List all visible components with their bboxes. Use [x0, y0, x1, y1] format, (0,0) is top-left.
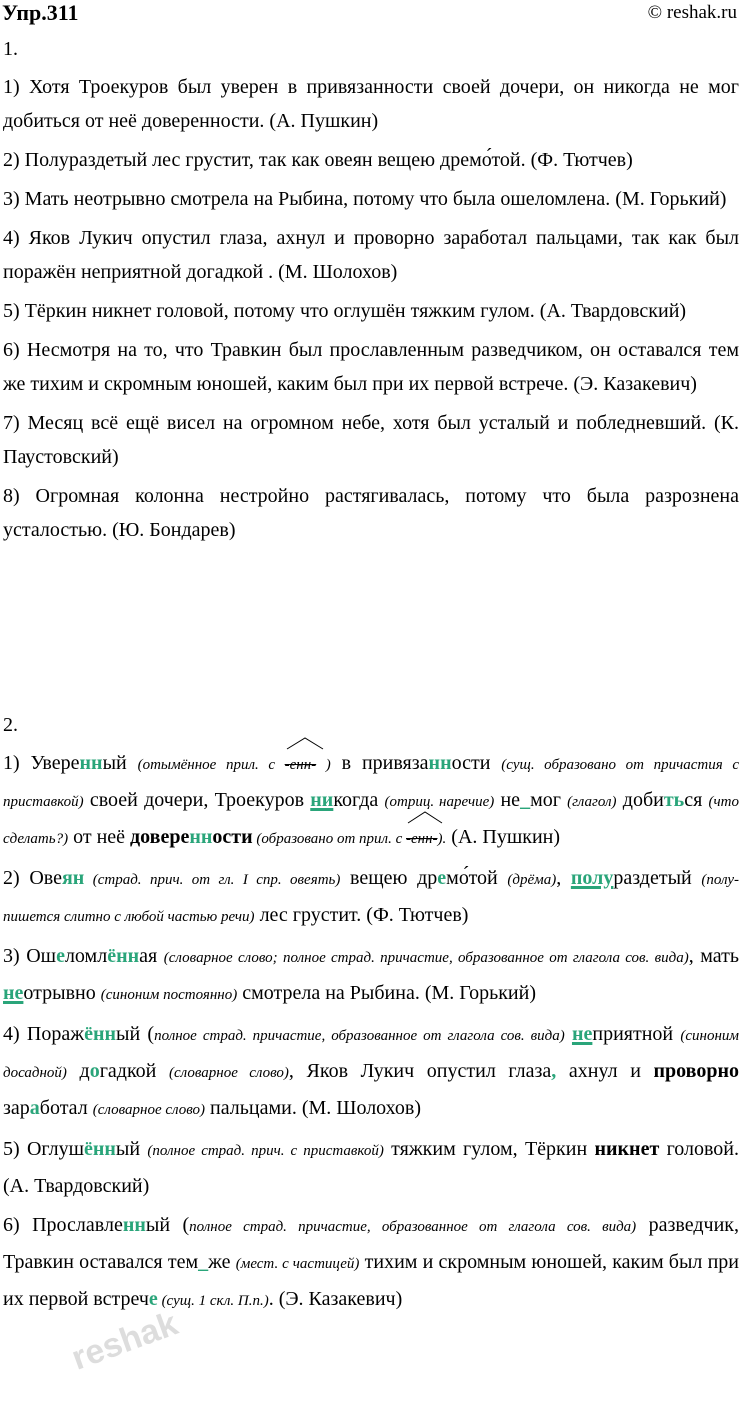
text: зар [3, 1097, 30, 1119]
text: не [494, 789, 521, 811]
note: (отриц. наречие) [384, 794, 495, 810]
text: ботал [39, 1097, 93, 1119]
analysis-5 [3, 1132, 739, 1204]
suffix-mark [406, 822, 438, 857]
suffix-roof-icon [285, 736, 325, 750]
orthogram: _ [198, 1251, 209, 1273]
bold-word: довере [130, 826, 190, 848]
text: ахнул и [556, 1060, 654, 1082]
text: тяжким гулом, Тёркин [383, 1138, 595, 1160]
orthogram: полу [570, 867, 614, 889]
text: тихим и скромным юношей, каким был при их первой встреч [3, 1251, 740, 1310]
orthogram: не [571, 1023, 593, 1045]
orthogram: не [3, 982, 24, 1004]
suffix-mark [285, 748, 317, 783]
text: гадкой [99, 1060, 169, 1082]
text: же [208, 1251, 236, 1273]
note: (сущ. 1 скл. П.п.) [157, 1293, 269, 1309]
orthogram: нн [79, 752, 103, 774]
text: раздетый [613, 867, 702, 889]
text: , [556, 867, 571, 889]
orthogram: нн [122, 1214, 146, 1236]
orthogram: ённ [84, 1023, 116, 1045]
orthogram: е [56, 945, 65, 967]
text: 1) Увере [3, 752, 80, 774]
orthogram-comma: , [551, 1060, 557, 1082]
text: , Яков Лукич опустил глаза [288, 1060, 552, 1082]
note: (мест. с частицей) [235, 1256, 360, 1272]
note: (словарное слово) [168, 1065, 289, 1081]
text: когда [333, 789, 385, 811]
sentence-4: 4) Яков Лукич опустил глаза, ахнул и проворно заработал пальцами, так как был поражён неприятной догадкой . (М. Шолохов) [3, 227, 739, 283]
text: ая [139, 945, 164, 967]
sentence-3: 3) Мать неотрывно смотрела на Рыбина, потому что была ошеломлена. (М. Горький) [3, 188, 727, 210]
note: (дрёма) [507, 872, 557, 888]
orthogram: е [148, 1288, 158, 1310]
analysis-3 [3, 939, 739, 1013]
text: ый [102, 752, 138, 774]
text: (А. Пушкин) [446, 826, 561, 848]
sentence-1: 1) Хотя Троекуров был уверен в привязанности своей дочери, он никогда не мог добиться от неё доверенности. (А. Пушкин) [3, 76, 739, 132]
orthogram: ённ [83, 1138, 116, 1160]
analysis-2 [3, 861, 739, 935]
note: полное страд. причастие, образованное от глагола сов. вида) [189, 1219, 637, 1235]
site-credit: © reshak.ru [647, 2, 737, 23]
text: . (Э. Казакевич) [268, 1288, 403, 1310]
note: (страд. прич. от гл. I спр. овеять) [84, 872, 341, 888]
note: (синоним постоянно) [100, 987, 238, 1003]
exercise-title: Упр.311 [2, 0, 79, 25]
orthogram: ни [310, 789, 334, 811]
text [565, 1023, 572, 1045]
text: той [468, 867, 508, 889]
text: вещею др [340, 867, 438, 889]
analysis-6 [3, 1208, 739, 1319]
section-2-number: 2. [3, 714, 18, 736]
note: (что сделать?) [3, 794, 740, 847]
text: 5) Оглуш [3, 1138, 84, 1160]
suffix: -енн- [284, 757, 317, 773]
text: своей дочери, Троекуров [83, 789, 311, 811]
text: от неё [68, 826, 131, 848]
text: 3) Ош [3, 945, 57, 967]
text: , мать [688, 945, 739, 967]
orthogram: нн [428, 752, 452, 774]
text: смотрела на Рыбина. (М. Горький) [237, 982, 536, 1004]
sentence-5: 5) Тёркин никнет головой, потому что оглушён тяжким гулом. (А. Твардовский) [3, 300, 687, 322]
note [138, 757, 331, 773]
analysis-4 [3, 1017, 739, 1128]
text: разведчик, Травкин оставался тем [3, 1214, 739, 1273]
text: доби [616, 789, 664, 811]
note: (сущ. образовано от причастия с приставкой) [3, 757, 739, 810]
note [253, 831, 447, 847]
text: лес грустит. (Ф. Тютчев) [254, 904, 469, 926]
text: пальцами. (М. Шолохов) [205, 1097, 422, 1119]
text: д [66, 1060, 90, 1082]
orthogram: ть [663, 789, 685, 811]
note: (словарное слово; полное страд. причастие, образованное от глагола сов. вида) [163, 950, 689, 966]
orthogram: о [89, 1060, 100, 1082]
note: полное страд. причастие, образованное от глагола сов. вида) [154, 1028, 565, 1044]
analysis-1 [3, 746, 739, 857]
section-1 [3, 36, 739, 552]
text: ый ( [116, 1023, 155, 1045]
text: мог [530, 789, 568, 811]
suffix-roof-icon [406, 810, 444, 824]
bold-word: ости [212, 826, 253, 848]
orthogram: _ [520, 789, 531, 811]
watermark: reshak [66, 1304, 183, 1378]
bold-word: никнет [594, 1138, 660, 1160]
suffix: -енн- [406, 831, 438, 847]
text: отрывно [23, 982, 101, 1004]
orthogram: ённ [107, 945, 140, 967]
text: ся [684, 789, 709, 811]
note-text: ). [437, 831, 447, 847]
sentence-7: 7) Месяц всё ещё висел на огромном небе, хотя был усталый и побледневший. (К. Паустовский) [3, 412, 739, 468]
note-text: (отымённое прил. с [137, 757, 285, 773]
sentence-8: 8) Огромная колонна нестройно растягивалась, потому что была разрознена усталостью. (Ю. Бондарев) [3, 485, 739, 541]
note: (словарное слово) [92, 1102, 206, 1118]
note: (синоним досадной) [3, 1028, 739, 1081]
text: 4) Пораж [3, 1023, 85, 1045]
text: ломл [64, 945, 108, 967]
note-text: (образовано от прил. с [252, 831, 406, 847]
orthogram: нн [189, 826, 213, 848]
text: 6) Прославле [3, 1214, 123, 1236]
note: (полу- пишется слитно с любой частью речи) [3, 872, 739, 925]
text: ый ( [145, 1214, 190, 1236]
sentence-2: 2) Полураздетый лес грустит, так как овеян вещею дремо́той. (Ф. Тютчев) [3, 149, 633, 171]
text: 2) Ове [3, 867, 62, 889]
orthogram: ян [61, 867, 85, 889]
stressed-syllable: мо ́ [446, 867, 468, 889]
section-1-number: 1. [3, 38, 18, 60]
text: головой. (А. Твардовский) [3, 1138, 740, 1197]
note-text: ) [316, 757, 331, 773]
text: ый [115, 1138, 148, 1160]
orthogram: а [29, 1097, 40, 1119]
bold-word: проворно [653, 1060, 739, 1082]
note: (полное страд. прич. с приставкой) [147, 1143, 384, 1159]
orthogram: е [437, 867, 447, 889]
text: ости [451, 752, 502, 774]
text: приятной [592, 1023, 681, 1045]
text: в привяза [330, 752, 429, 774]
section-2 [3, 712, 739, 1323]
note: (глагол) [567, 794, 617, 810]
sentence-6: 6) Несмотря на то, что Травкин был прославленным разведчиком, он оставался тем же тихим и скромным юношей, каким был при их первой встрече. (Э. Казакевич) [3, 339, 739, 395]
